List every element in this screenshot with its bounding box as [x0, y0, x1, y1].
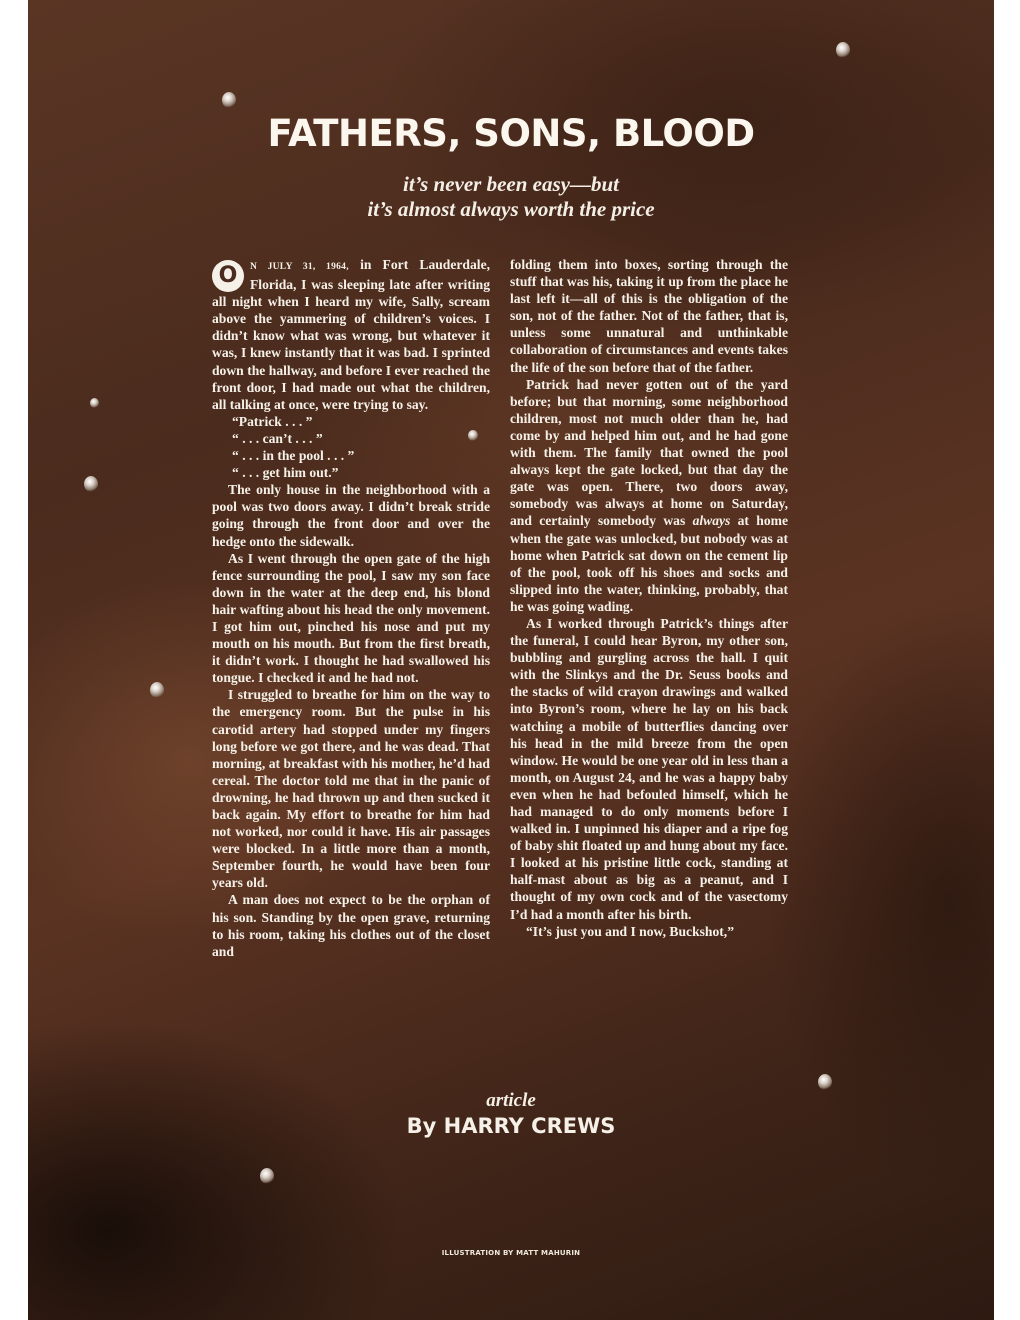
body-paragraph: The only house in the neighborhood with a pool was two doors away. I didn’t break stride going through the front door and over the hedge onto the sidewalk.: [212, 482, 490, 549]
droplet: [84, 476, 98, 492]
lead-smallcaps: N JULY 31, 1964,: [250, 262, 349, 272]
droplet: [150, 682, 164, 698]
article-dek: [28, 172, 994, 222]
droplet: [260, 1168, 274, 1184]
byline: By HARRY CREWS: [406, 1114, 616, 1138]
body-text: Patrick had never gotten out of the yard before; but that morning, some neighborhood children, most not much older than he, had come by and helped him out, and he had gone with them. The family that owned the pool always kept the gate locked, but that day the gate was open. There, two doors away, somebody was always at home on Saturday, and certainly somebody was: [510, 376, 788, 529]
body-paragraph: [510, 376, 788, 615]
body-paragraph-continued: folding them into boxes, sorting through the stuff that was his, taking it up from the place he last left it—all of this is the obligation of the son, not of the father. Not of the father, that is, unless some unnatural and unthinkable collaboration of circumstances and events takes the life of the son before that of the father.: [510, 257, 788, 375]
droplet: [836, 42, 850, 58]
lead-text: in Fort Lauderdale, Florida, I was sleeping late after writing all night when I heard my wife, Sally, scream above the yammering of children’s voices. I didn’t know what was wrong, but whatever it was, I knew instantly that it was bad. I sprinted down the hallway, and before I ever reached the front door, I had made out what the children, all talking at once, were trying to say.: [212, 257, 490, 412]
body-column-right: [510, 256, 788, 940]
dialog-line: “ . . . get him out.”: [232, 465, 339, 481]
dialog-line: “Patrick . . . ”: [232, 413, 313, 429]
body-paragraph: A man does not expect to be the orphan of his son. Standing by the open grave, returning to his room, taking his clothes out of the closet and: [212, 892, 490, 959]
section-label: article: [486, 1090, 536, 1111]
drop-cap-letter: O: [218, 263, 238, 288]
body-paragraph: “It’s just you and I now, Buckshot,”: [526, 923, 734, 939]
body-column-left: [212, 256, 490, 960]
illustration-credit: ILLUSTRATION BY MATT MAHURIN: [441, 1249, 581, 1257]
dek-line: it’s never been easy—but: [403, 172, 619, 196]
body-paragraph: I struggled to breathe for him on the way to the emergency room. But the pulse in his carotid artery had stopped under my fingers long before we got there, and he was dead. That morning, at breakfast with his mother, he’d had cereal. The doctor told me that in the panic of drowning, he had thrown up and then sucked it back again. My effort to breathe for him had not worked, nor could it have. His air passages were blocked. In a little more than a month, September fourth, he would have been four years old.: [212, 687, 490, 891]
article-headline: FATHERS, SONS, BLOOD: [267, 112, 755, 155]
body-paragraph: As I worked through Patrick’s things after the funeral, I could hear Byron, my other son, bubbling and gurgling across the hall. I quit with the Slinkys and the Dr. Seuss books and the stacks of wild crayon drawings and walked into Byron’s room, where he lay on his back watching a mobile of butterflies dancing over his head in the mild breeze from the open window. He would be one year old in less than a month, on August 24, and he was a happy baby even when he had befouled himself, which he had managed to do only moments before I walked in. I unpinned his diaper and a ripe fog of baby shit floated up and hung about my face. I looked at his pristine little cock, standing at half-mast about as big as a peanut, and I thought of my own cock and of the vasectomy I’d had a month after his birth.: [510, 615, 788, 922]
drop-cap: [212, 260, 244, 292]
droplet: [818, 1074, 832, 1090]
lead-paragraph: [212, 256, 490, 413]
emphasis-text: always: [692, 513, 731, 529]
droplet: [90, 398, 99, 408]
dialog-line: “ . . . can’t . . . ”: [232, 430, 323, 446]
body-paragraph: As I went through the open gate of the high fence surrounding the pool, I saw my son face down in the water at the deep end, his blond hair wafting about his head the only movement. I got him out, pinched his nose and put my mouth on his mouth. But from the first breath, it didn’t work. I thought he had swallowed his tongue. I checked it and he had not.: [212, 550, 490, 686]
dialog-line: “ . . . in the pool . . . ”: [232, 448, 355, 464]
body-text: at home when the gate was unlocked, but nobody was at home when Patrick sat down on the cement lip of the pool, took off his shoes and socks and slipped into the water, thinking, probably, that he was going wading.: [510, 513, 788, 614]
droplet: [222, 92, 236, 108]
dek-line: it’s almost always worth the price: [367, 197, 655, 221]
magazine-page: [28, 0, 994, 1320]
